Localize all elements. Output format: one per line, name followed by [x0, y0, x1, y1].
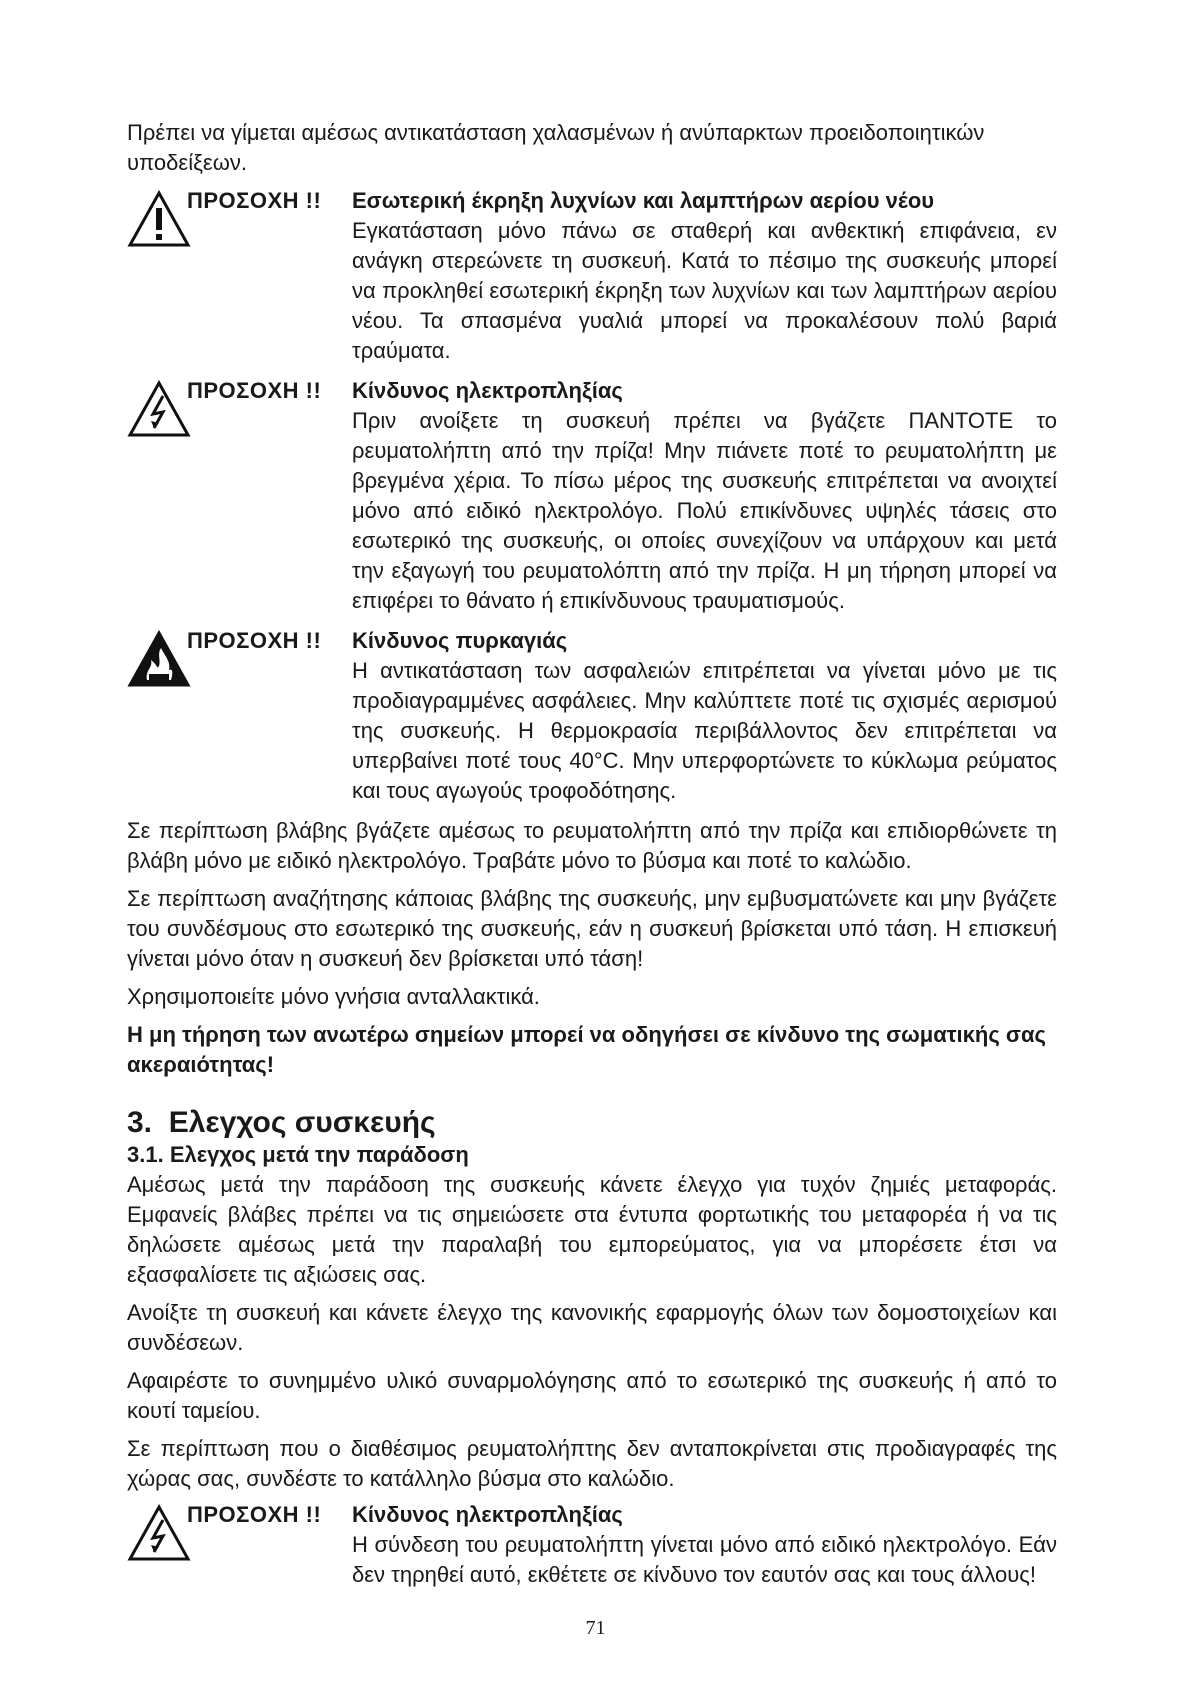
bold-warning-paragraph: Η μη τήρηση των ανωτέρω σημείων μπορεί να οδηγήσει σε κίνδυνο της σωματικής σας ακεραιότητας!	[127, 1022, 1046, 1077]
subsection-number: 3.1.	[127, 1142, 164, 1167]
warning-title: Εσωτερική έκρηξη λυχνίων και λαμπτήρων αερίου νέου	[352, 188, 935, 213]
electric-shock-triangle-icon	[127, 1504, 191, 1562]
warning-label: ΠΡΟΣΟΧΗ !!	[187, 378, 322, 403]
intro-paragraph: Πρέπει να γίμεται αμέσως αντικατάσταση χαλασμένων ή ανύπαρκτων προειδοποιητικών υποδείξεων.	[127, 120, 985, 175]
warning-text: Η σύνδεση του ρευματολήπτη γίνεται μόνο από ειδικό ηλεκτρολόγο. Εάν δεν τηρηθεί αυτό, εκθέτετε σε κίνδυνο τον εαυτόν σας και τους άλλους!	[352, 1532, 1057, 1587]
warning-label: ΠΡΟΣΟΧΗ !!	[187, 628, 322, 653]
warning-label: ΠΡΟΣΟΧΗ !!	[187, 188, 322, 213]
warning-text: Πριν ανοίξετε τη συσκευή πρέπει να βγάζετε ΠΑΝΤΟΤΕ το ρευματολήπτη από την πρίζα! Μην πιάνετε ποτέ το ρευματολήπτη με βρεγμένα χέρια. Το πίσω μέρος της συσκευής επιτρέπεται να ανοιχτεί μόνο από ειδικό ηλεκτρολόγο. Πολύ επικίνδυνες υψηλές τάσεις στο εσωτερικό της συσκευής, οι οποίες συνεχίζουν να υπάρχουν και μετά την εξαγωγή του ρευματολόπτη από την πρίζα. Η μη τήρηση μπορεί να επιφέρει το θάνατο ή επικίνδυνους τραυματισμούς.	[352, 408, 1057, 613]
paragraph: Αφαιρέστε το συνημμένο υλικό συναρμολόγησης από το εσωτερικό της συσκευής ή από το κουτί ταμείου.	[127, 1368, 1057, 1423]
warning-title: Κίνδυνος πυρκαγιάς	[352, 628, 568, 653]
paragraph: Χρησιμοποιείτε μόνο γνήσια ανταλλακτικά.	[127, 984, 540, 1009]
paragraph: Ανοίξτε τη συσκευή και κάνετε έλεγχο της κανονικής εφαρμογής όλων των δομοστοιχείων και συνδέσεων.	[127, 1300, 1057, 1355]
warning-block-explosion	[127, 186, 1057, 366]
page-content	[127, 118, 1057, 1600]
warning-label: ΠΡΟΣΟΧΗ !!	[187, 1502, 322, 1527]
fire-hazard-triangle-icon	[127, 630, 191, 688]
warning-title: Κίνδυνος ηλεκτροπληξίας	[352, 378, 623, 403]
paragraph: Σε περίπτωση που ο διαθέσιμος ρευματολήπτης δεν ανταποκρίνεται στις προδιαγραφές της χώρας σας, συνδέστε το κατάλληλο βύσμα στο καλώδιο.	[127, 1436, 1057, 1491]
paragraph: Σε περίπτωση αναζήτησης κάποιας βλάβης της συσκευής, μην εμβυσματώνετε και μην βγάζετε του συνδέσμους στο εσωτερικό της συσκευής, εάν η συσκευή βρίσκεται υπό τάση. Η επισκευή γίνεται μόνο όταν η συσκευή δεν βρίσκεται υπό τάση!	[127, 886, 1057, 971]
section-heading	[127, 1106, 1057, 1140]
warning-block-electric-shock-connection	[127, 1500, 1057, 1590]
warning-title: Κίνδυνος ηλεκτροπληξίας	[352, 1502, 623, 1527]
subsection-title: Ελεγχος μετά την παράδοση	[169, 1142, 469, 1167]
warning-text: Εγκατάσταση μόνο πάνω σε σταθερή και ανθεκτική επιφάνεια, εν ανάγκη στερεώνετε τη συσκευή. Κατά το πέσιμο της συσκευής μπορεί να προκληθεί εσωτερική έκρηξη των λυχνίων και των λαμπτήρων αερίου νέου. Τα σπασμένα γυαλιά μπορεί να προκαλέσουν πολύ βαριά τραύματα.	[352, 218, 1057, 363]
subsection-heading	[127, 1140, 1057, 1170]
warning-block-fire	[127, 626, 1057, 806]
paragraph: Αμέσως μετά την παράδοση της συσκευής κάνετε έλεγχο για τυχόν ζημιές μεταφοράς. Εμφανείς βλάβες πρέπει να τις σημειώσετε στα έντυπα φορτωτικής του μεταφορέα ή να τις δηλώσετε αμέσως μετά την παραλαβή του εμπορεύματος, για να μπορέσετε έτσι να εξασφαλίσετε τις αξιώσεις σας.	[127, 1172, 1057, 1287]
exclamation-triangle-icon	[127, 190, 191, 248]
section-number: 3.	[127, 1106, 153, 1139]
page-number: 71	[585, 1617, 606, 1639]
paragraph: Σε περίπτωση βλάβης βγάζετε αμέσως το ρευματολήπτη από την πρίζα και επιδιορθώνετε τη βλάβη μόνο με ειδικό ηλεκτρολόγο. Τραβάτε μόνο το βύσμα και ποτέ το καλώδιο.	[127, 818, 1057, 873]
electric-shock-triangle-icon	[127, 380, 191, 438]
warning-block-electric-shock	[127, 376, 1057, 616]
warning-text: Η αντικατάσταση των ασφαλειών επιτρέπεται να γίνεται μόνο με τις προδιαγραμμένες ασφάλειες. Μην καλύπτετε ποτέ τις σχισμές αερισμού της συσκευής. Η θερμοκρασία περιβάλλοντος δεν επιτρέπεται να υπερβαίνει ποτέ τους 40°C. Μην υπερφορτώνετε το κύκλωμα ρεύματος και τους αγωγούς τροφοδότησης.	[352, 658, 1057, 803]
section-title: Ελεγχος συσκευής	[168, 1106, 436, 1139]
